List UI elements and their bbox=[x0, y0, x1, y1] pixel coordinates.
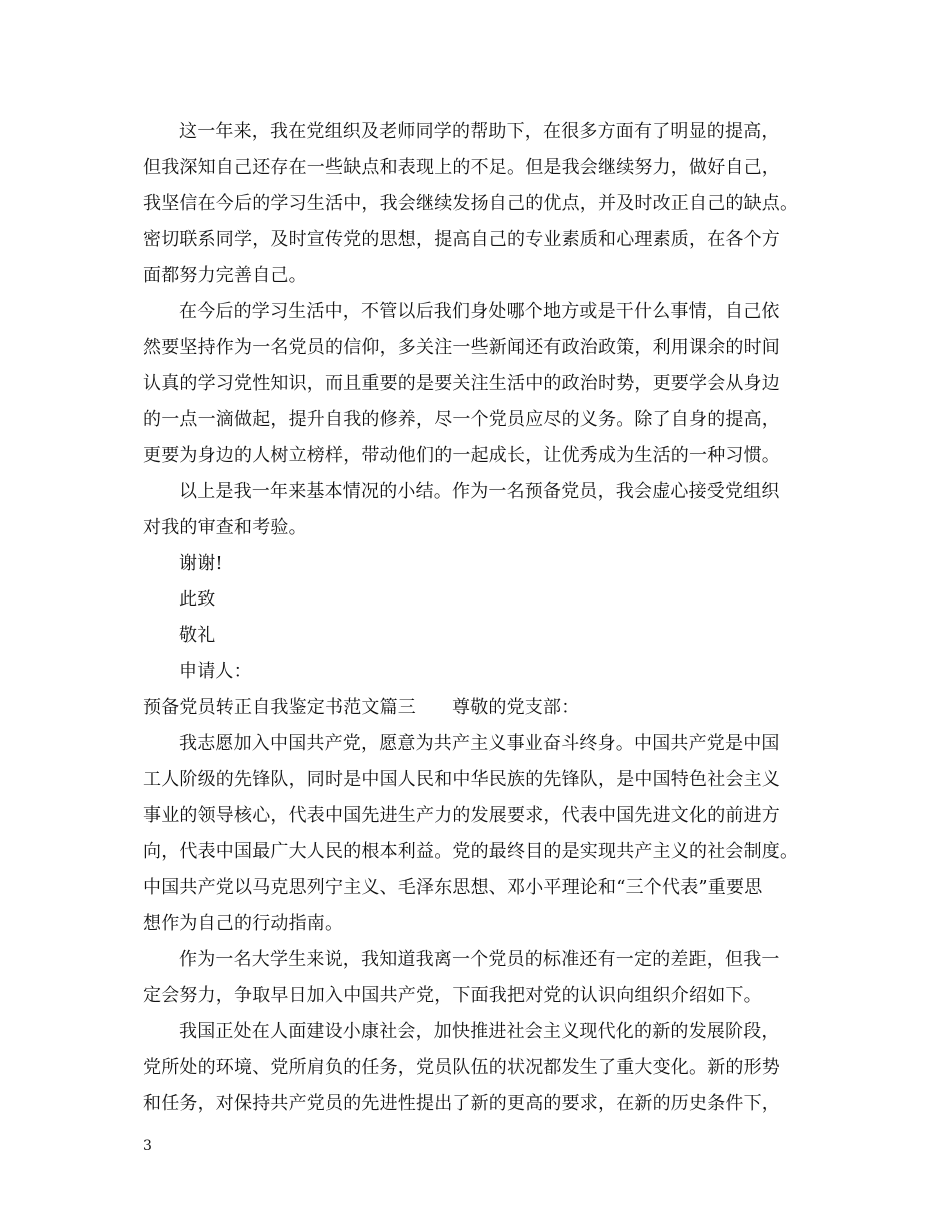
text-line: 党所处的环境、党所肩负的任务，党员队伍的状况都发生了重大变化。新的形势 bbox=[143, 1057, 780, 1078]
applicant-label: 申请人： bbox=[179, 661, 252, 682]
text-line: 我志愿加入中国共产党，愿意为共产主义事业奋斗终身。中国共产党是中国 bbox=[179, 733, 780, 754]
text-line: 然要坚持作为一名党员的信仰，多关注一些新闻还有政治政策，利用课余的时间 bbox=[143, 337, 780, 358]
text-line: 定会努力，争取早日加入中国共产党，下面我把对党的认识向组织介绍如下。 bbox=[143, 985, 762, 1006]
section-title: 预备党员转正自我鉴定书范文篇三 bbox=[143, 697, 416, 718]
document-body bbox=[143, 114, 815, 1122]
text-line: 我坚信在今后的学习生活中，我会继续发扬自己的优点，并及时改正自己的缺点。 bbox=[143, 193, 799, 214]
text-line: 以上是我一年来基本情况的小结。作为一名预备党员，我会虚心接受党组织 bbox=[179, 481, 780, 502]
text-line: 但我深知自己还存在一些缺点和表现上的不足。但是我会继续努力，做好自己， bbox=[143, 157, 780, 178]
text-line: 作为一名大学生来说，我知道我离一个党员的标准还有一定的差距，但我一 bbox=[179, 949, 780, 970]
text-line: 面都努力完善自己。 bbox=[143, 265, 307, 286]
closing-jingli: 敬礼 bbox=[179, 625, 216, 646]
text-line: 和任务，对保持共产党员的先进性提出了新的更高的要求，在新的历史条件下， bbox=[143, 1093, 780, 1114]
text-line: 我国正处在人面建设小康社会，加快推进社会主义现代化的新的发展阶段， bbox=[179, 1021, 780, 1042]
text-line: 在今后的学习生活中，不管以后我们身处哪个地方或是干什么事情，自己依 bbox=[179, 301, 780, 322]
page-number: 3 bbox=[143, 1138, 152, 1154]
text-line: 事业的领导核心，代表中国先进生产力的发展要求，代表中国先进文化的前进方 bbox=[143, 805, 780, 826]
text-line: 认真的学习党性知识，而且重要的是要关注生活中的政治时势，更要学会从身边 bbox=[143, 373, 780, 394]
text-line: 对我的审查和考验。 bbox=[143, 517, 307, 538]
closing-thanks: 谢谢! bbox=[179, 553, 223, 574]
closing-cizhi: 此致 bbox=[179, 589, 216, 610]
text-line: 的一点一滴做起，提升自我的修养，尽一个党员应尽的义务。除了自身的提高， bbox=[143, 409, 780, 430]
text-line: 工人阶级的先锋队，同时是中国人民和中华民族的先锋队，是中国特色社会主义 bbox=[143, 769, 780, 790]
text-line: 密切联系同学，及时宣传党的思想，提高自己的专业素质和心理素质，在各个方 bbox=[143, 229, 780, 250]
text-line: 向，代表中国最广大人民的根本利益。党的最终目的是实现共产主义的社会制度。 bbox=[143, 841, 799, 862]
salutation: 尊敬的党支部： bbox=[452, 697, 580, 718]
text-line: 更要为身边的人树立榜样，带动他们的一起成长，让优秀成为生活的一种习惯。 bbox=[143, 445, 780, 466]
text-line: 这一年来，我在党组织及老师同学的帮助下，在很多方面有了明显的提高， bbox=[179, 121, 780, 142]
text-line: 中国共产党以马克思列宁主义、毛泽东思想、邓小平理论和“三个代表”重要思 bbox=[143, 877, 763, 898]
section-heading bbox=[143, 690, 815, 726]
text-line: 想作为自己的行动指南。 bbox=[143, 913, 344, 934]
